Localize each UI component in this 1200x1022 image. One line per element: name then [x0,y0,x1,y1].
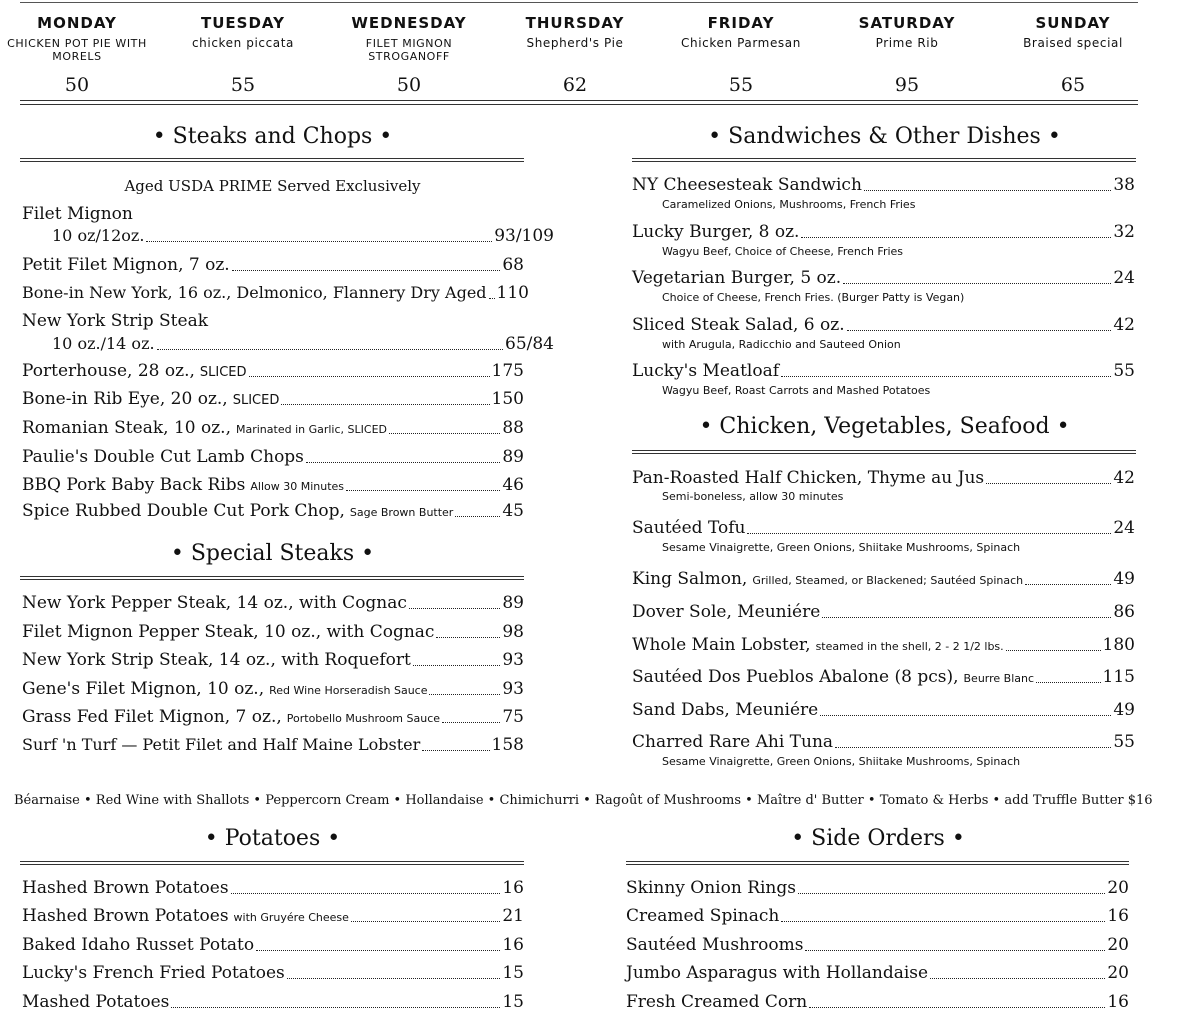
leader-dots [442,722,500,723]
item-name: Vegetarian Burger, 5 oz. [632,268,842,288]
item-price: 16 [1107,906,1129,926]
daily-rule-bottom [20,104,1138,105]
item-name: Lucky Burger, 8 oz. [632,222,800,242]
item-price: 65/84 [505,334,554,354]
day-dish: chicken piccata [191,36,295,50]
item-price: 68 [502,255,524,275]
menu-item [22,992,524,1012]
item-name: Hashed Brown Potatoes [22,878,229,898]
item-description: Sesame Vinaigrette, Green Onions, Shiitake Mushrooms, Spinach [662,541,1021,554]
item-price: 55 [1113,732,1135,752]
daily-rule-top [20,100,1138,101]
item-price: 16 [502,878,524,898]
section-rule [20,576,524,580]
daily-special-monday [0,14,160,65]
item-name: Creamed Spinach [626,906,780,926]
item-price: 45 [502,501,524,521]
daily-specials [0,0,1150,120]
item-price: 55 [1113,361,1135,381]
day-name: FRIDAY [707,14,775,32]
day-name: TUESDAY [201,14,285,32]
leader-dots [455,516,500,517]
item-note: Portobello Mushroom Sauce [286,712,441,725]
leader-dots [1025,584,1111,585]
potatoes-heading: • Potatoes • [204,826,341,851]
item-name: Spice Rubbed Double Cut Pork Chop, [22,501,345,521]
item-description: Semi-boneless, allow 30 minutes [662,490,844,503]
leader-dots [436,637,500,638]
day-price: 50 [396,74,422,96]
item-price: 86 [1113,602,1135,622]
item-name: Porterhouse, 28 oz., [22,361,195,381]
item-note: Grilled, Steamed, or Blackened; Sautéed Spinach [752,574,1024,587]
menu-item [22,475,524,495]
item-price: 93 [502,679,524,699]
menu-item [632,222,1135,242]
menu-item [626,935,1129,955]
leader-dots [346,490,500,491]
day-price: 65 [1060,74,1086,96]
leader-dots [422,750,489,751]
menu-item [22,361,524,381]
item-name: Gene's Filet Mignon, 10 oz., [22,679,265,699]
item-note: Beurre Blanc [963,672,1035,685]
menu-item [22,418,524,438]
day-dish: Chicken Parmesan [681,36,801,50]
item-name: Baked Idaho Russet Potato [22,935,255,955]
item-description: Wagyu Beef, Choice of Cheese, French Fries [662,245,904,258]
item-name: Whole Main Lobster, [632,635,811,655]
menu-item [22,707,524,727]
daily-special-wednesday [326,14,492,65]
section-rule [632,450,1136,454]
item-name: Lucky's French Fried Potatoes [22,963,285,983]
menu-item [632,268,1135,288]
leader-dots [256,950,500,951]
item-price: 46 [502,475,524,495]
item-name: BBQ Pork Baby Back Ribs [22,475,246,495]
leader-dots [747,533,1111,534]
menu-item [22,283,529,303]
day-dish: FILET MIGNON STROGANOFF [365,37,453,63]
leader-dots [820,715,1111,716]
leader-dots [781,376,1111,377]
menu-item [626,963,1129,983]
item-price: 20 [1107,963,1129,983]
item-name: Grass Fed Filet Mignon, 7 oz., [22,707,282,727]
section-rule [632,158,1136,162]
leader-dots [1036,682,1101,683]
menu-item [22,501,524,521]
item-name: Paulie's Double Cut Lamb Chops [22,447,304,467]
leader-dots [231,893,501,894]
menu-item [22,447,524,467]
item-name: Filet Mignon Pepper Steak, 10 oz., with Cognac [22,622,435,642]
menu-item [22,226,554,246]
item-price: 75 [502,707,524,727]
menu-item [22,593,524,613]
day-name: MONDAY [37,14,117,32]
item-name: King Salmon, [632,569,748,589]
item-price: 24 [1113,268,1135,288]
menu-item [22,255,524,275]
item-price: 88 [502,418,524,438]
item-price: 93 [502,650,524,670]
item-description: Sesame Vinaigrette, Green Onions, Shiitake Mushrooms, Spinach [662,755,1021,768]
item-name: Charred Rare Ahi Tuna [632,732,834,752]
leader-dots [798,893,1105,894]
leader-dots [389,433,500,434]
item-name: Sautéed Dos Pueblos Abalone (8 pcs), [632,667,959,687]
item-name: Bone-in New York, 16 oz., Delmonico, Flannery Dry Aged [22,283,487,302]
item-price: 42 [1113,315,1135,335]
menu-item [22,622,524,642]
leader-dots [986,483,1111,484]
item-price: 89 [502,447,524,467]
side-orders-heading: • Side Orders • [791,826,965,851]
section-rule [626,861,1129,865]
daily-special-thursday [492,14,658,65]
menu-item [632,602,1135,622]
menu-item [22,878,524,898]
leader-dots [413,665,501,666]
menu-item [626,992,1129,1012]
item-note: Allow 30 Minutes [250,480,345,493]
item-name: Dover Sole, Meuniére [632,602,821,622]
day-name: SUNDAY [1035,14,1111,32]
item-price: 38 [1113,175,1135,195]
day-price: 55 [728,74,754,96]
day-price: 95 [894,74,920,96]
leader-dots [351,921,500,922]
menu-item [626,878,1129,898]
day-name: WEDNESDAY [351,14,467,32]
daily-special-tuesday [160,14,326,65]
leader-dots [930,978,1105,979]
menu-item [632,361,1135,381]
item-price: 24 [1113,518,1135,538]
item-price: 16 [502,935,524,955]
day-dish: Shepherd's Pie [526,36,624,50]
item-price: 175 [491,361,524,381]
item-price: 15 [502,992,524,1012]
item-name: Bone-in Rib Eye, 20 oz., [22,389,228,409]
leader-dots [835,747,1111,748]
item-name: Sautéed Tofu [632,518,746,538]
item-name: Hashed Brown Potatoes [22,906,229,926]
day-price: 50 [64,74,90,96]
item-price: 98 [502,622,524,642]
leader-dots [489,298,495,299]
item-note: Red Wine Horseradish Sauce [269,684,428,697]
item-name: Jumbo Asparagus with Hollandaise [626,963,929,983]
menu-item [22,679,524,699]
item-price: 180 [1102,635,1135,655]
filet-mignon-title: Filet Mignon [22,204,133,224]
menu-item [22,334,554,354]
menu-item [22,963,524,983]
day-dish: Prime Rib [875,36,939,50]
steaks-subtitle: Aged USDA PRIME Served Exclusively [124,177,421,195]
item-name: Skinny Onion Rings [626,878,796,898]
leader-dots [843,283,1111,284]
item-name: Sautéed Mushrooms [626,935,804,955]
top-rule [20,2,1138,3]
daily-special-sunday [990,14,1156,65]
item-price: 89 [502,593,524,613]
leader-dots [281,404,489,405]
item-price: 21 [502,906,524,926]
item-note: steamed in the shell, 2 - 2 1/2 lbs. [815,640,1004,653]
special-steaks-heading: • Special Steaks • [170,541,375,566]
item-name: New York Strip Steak, 14 oz., with Roquefort [22,650,411,670]
daily-special-saturday [824,14,990,65]
item-name: Petit Filet Mignon, 7 oz. [22,255,230,275]
item-name: 10 oz/12oz. [52,226,145,245]
menu-item [632,518,1135,538]
sandwiches-heading: • Sandwiches & Other Dishes • [708,124,1061,149]
day-dish: Braised special [1023,36,1123,50]
leader-dots [306,462,500,463]
item-name: NY Cheesesteak Sandwich [632,175,862,195]
item-name: 10 oz./14 oz. [52,334,155,353]
day-dish: CHICKEN POT PIE WITH MORELS [7,37,147,63]
menu-item [632,667,1135,687]
item-price: 150 [491,389,524,409]
leader-dots [409,608,500,609]
item-name: New York Pepper Steak, 14 oz., with Cognac [22,593,407,613]
day-name: SATURDAY [858,14,956,32]
item-name: Sliced Steak Salad, 6 oz. [632,315,845,335]
menu-item [22,906,524,926]
item-note: with Gruyére Cheese [233,911,349,924]
leader-dots [146,241,492,242]
item-description: Choice of Cheese, French Fries. (Burger Patty is Vegan) [662,291,965,304]
item-price: 49 [1113,700,1135,720]
menu-item [626,906,1129,926]
menu-item [632,569,1135,589]
leader-dots [809,1007,1105,1008]
day-name: THURSDAY [525,14,625,32]
item-price: 115 [1102,667,1135,687]
item-name: Fresh Creamed Corn [626,992,808,1012]
item-name: Sand Dabs, Meuniére [632,700,819,720]
item-price: 15 [502,963,524,983]
item-price: 16 [1107,992,1129,1012]
item-price: 20 [1107,935,1129,955]
item-name: Romanian Steak, 10 oz., [22,418,231,438]
item-description: Caramelized Onions, Mushrooms, French Fries [662,198,916,211]
leader-dots [781,921,1105,922]
menu-item [632,468,1135,488]
sauces-line: Béarnaise • Red Wine with Shallots • Peppercorn Cream • Hollandaise • Chimichurri • Ragoût of Mushrooms • Maître d' Butter • Tomato & Herbs • add Truffle Butter $16 [14,793,1153,808]
item-price: 93/109 [494,226,554,246]
menu-item [632,700,1135,720]
leader-dots [801,237,1111,238]
section-rule [20,861,524,865]
menu-item [22,735,524,755]
item-note: SLICED [199,365,247,380]
menu-item [632,315,1135,335]
leader-dots [822,617,1111,618]
item-price: 110 [496,283,529,303]
leader-dots [249,376,490,377]
item-price: 49 [1113,569,1135,589]
leader-dots [1006,650,1101,651]
item-price: 32 [1113,222,1135,242]
item-price: 20 [1107,878,1129,898]
menu-item [632,635,1135,655]
item-note: SLICED [232,393,280,408]
item-name: Mashed Potatoes [22,992,170,1012]
item-description: with Arugula, Radicchio and Sauteed Onion [662,338,901,351]
item-price: 42 [1113,468,1135,488]
leader-dots [157,349,503,350]
item-note: Marinated in Garlic, SLICED [235,423,387,436]
leader-dots [287,978,501,979]
leader-dots [864,190,1111,191]
daily-special-friday [658,14,824,65]
menu-item [22,935,524,955]
item-description: Wagyu Beef, Roast Carrots and Mashed Potatoes [662,384,931,397]
item-name: Pan-Roasted Half Chicken, Thyme au Jus [632,468,985,488]
menu-item [22,389,524,409]
item-name: Lucky's Meatloaf [632,361,779,381]
new-york-strip-title: New York Strip Steak [22,311,209,331]
menu-item [632,732,1135,752]
item-price: 158 [491,735,524,755]
item-name: Surf 'n Turf — Petit Filet and Half Maine Lobster [22,735,421,754]
leader-dots [847,330,1112,331]
menu-item [22,650,524,670]
steaks-and-chops-heading: • Steaks and Chops • [152,124,393,149]
day-price: 62 [562,74,588,96]
section-rule [20,158,524,162]
menu-item [632,175,1135,195]
leader-dots [171,1007,500,1008]
item-note: Sage Brown Butter [349,506,454,519]
chicken-vegetables-seafood-heading: • Chicken, Vegetables, Seafood • [699,414,1070,439]
leader-dots [805,950,1105,951]
leader-dots [232,270,501,271]
leader-dots [429,694,500,695]
day-price: 55 [230,74,256,96]
